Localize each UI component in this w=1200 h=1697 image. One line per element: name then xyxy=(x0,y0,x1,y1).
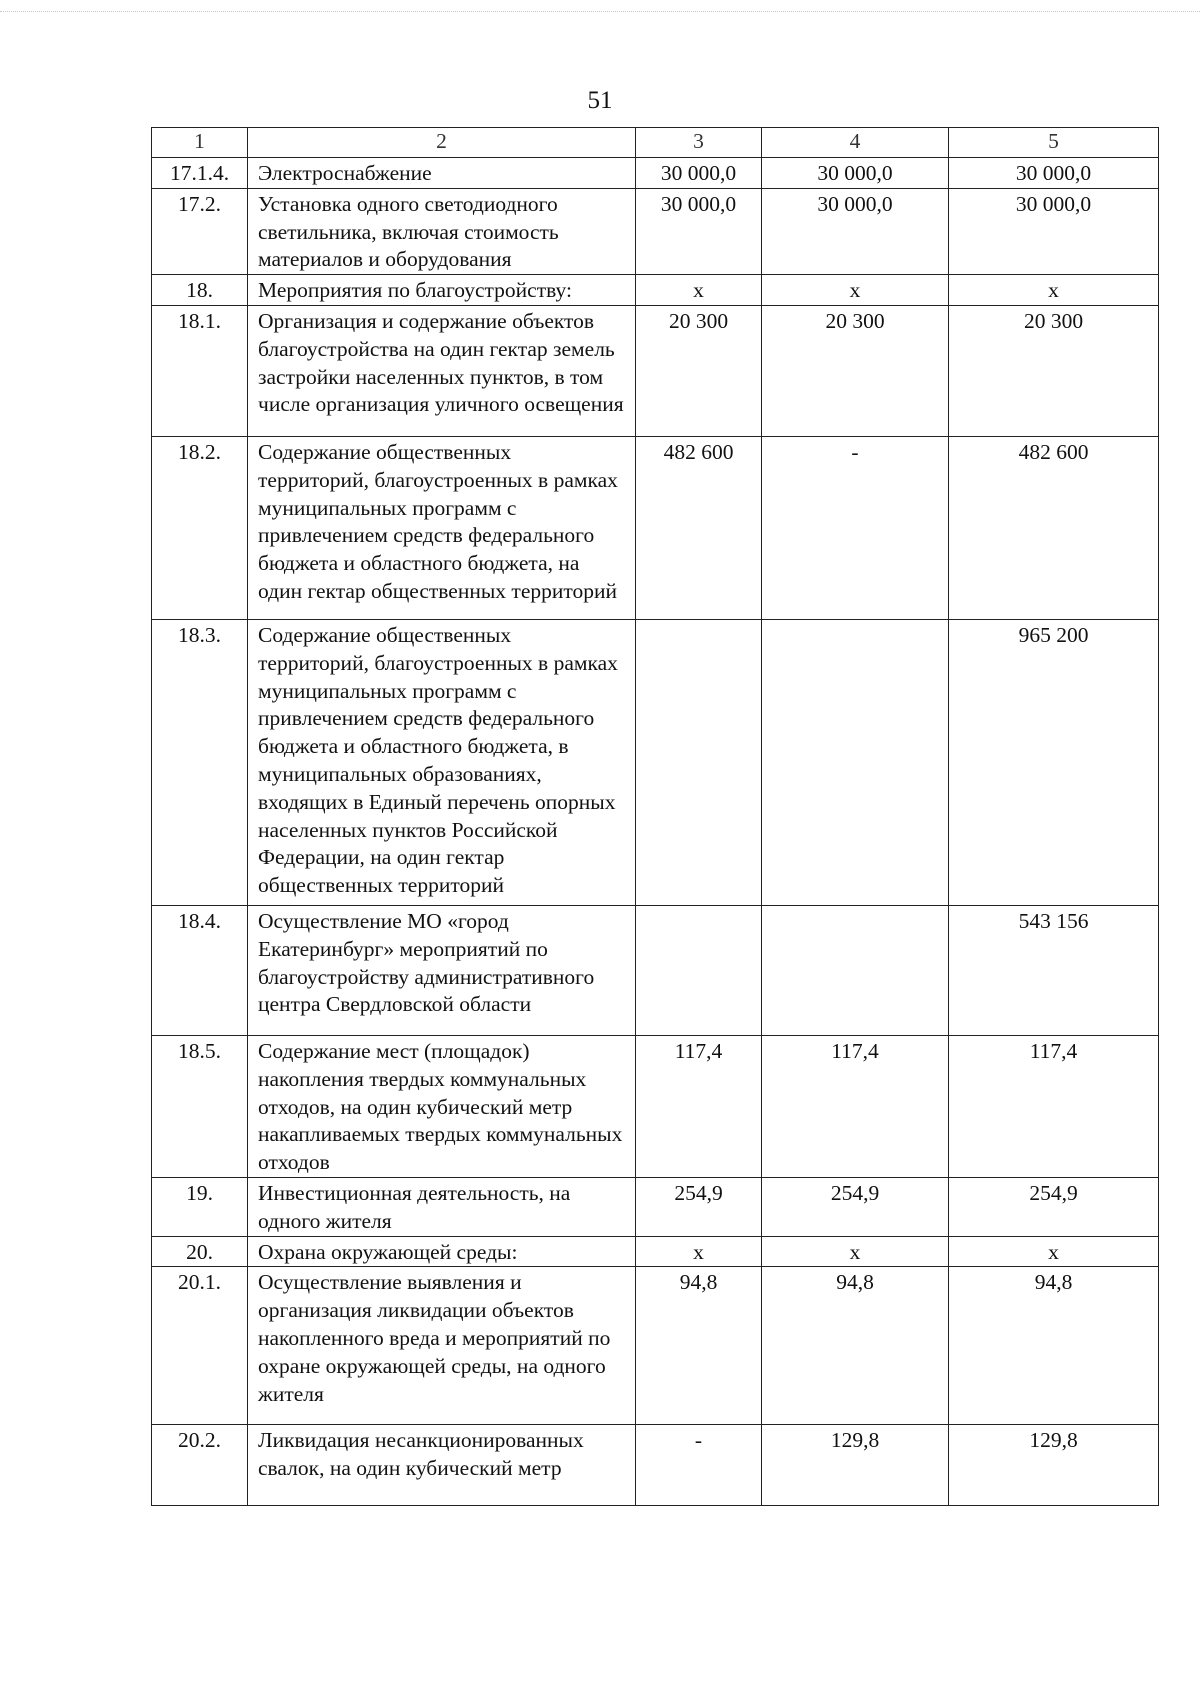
row-number: 17.1.4. xyxy=(152,158,248,189)
row-value-col4: 30 000,0 xyxy=(762,188,949,274)
table-row xyxy=(152,1236,1159,1267)
row-number: 20.2. xyxy=(152,1425,248,1506)
table-row xyxy=(152,1425,1159,1506)
row-value-col5: 129,8 xyxy=(949,1425,1159,1506)
data-table xyxy=(151,127,1159,1506)
row-value-col3 xyxy=(636,905,762,1035)
row-value-col4: 254,9 xyxy=(762,1177,949,1236)
row-name: Осуществление МО «город Екатеринбург» мероприятий по благоустройству административного центра Свердловской области xyxy=(248,905,636,1035)
row-name: Инвестиционная деятельность, на одного жителя xyxy=(248,1177,636,1236)
row-value-col4: 117,4 xyxy=(762,1035,949,1177)
row-value-col3: 30 000,0 xyxy=(636,158,762,189)
row-value-col5: 20 300 xyxy=(949,305,1159,436)
row-name: Организация и содержание объектов благоустройства на один гектар земель застройки населенных пунктов, в том числе организация уличного освещения xyxy=(248,305,636,436)
row-value-col3: - xyxy=(636,1425,762,1506)
row-value-col3: 94,8 xyxy=(636,1267,762,1425)
table-row xyxy=(152,1267,1159,1425)
row-number: 18. xyxy=(152,275,248,306)
row-name: Мероприятия по благоустройству: xyxy=(248,275,636,306)
row-number: 20. xyxy=(152,1236,248,1267)
column-header: 4 xyxy=(762,128,949,158)
row-value-col4: 129,8 xyxy=(762,1425,949,1506)
row-value-col5: 543 156 xyxy=(949,905,1159,1035)
row-value-col3 xyxy=(636,619,762,905)
table-row xyxy=(152,436,1159,619)
row-name: Содержание общественных территорий, благоустроенных в рамках муниципальных программ с привлечением средств федерального бюджета и областного бюджета, в муниципальных образованиях, входящих в Единый перечень опорных населенных пунктов Российской Федерации, на один гектар общественных территорий xyxy=(248,619,636,905)
row-name: Установка одного светодиодного светильника, включая стоимость материалов и оборудования xyxy=(248,188,636,274)
row-value-col3: 254,9 xyxy=(636,1177,762,1236)
row-value-col3: 482 600 xyxy=(636,436,762,619)
row-number: 18.4. xyxy=(152,905,248,1035)
row-value-col4: x xyxy=(762,275,949,306)
column-header: 3 xyxy=(636,128,762,158)
row-value-col3: 30 000,0 xyxy=(636,188,762,274)
table-row xyxy=(152,305,1159,436)
row-name: Содержание мест (площадок) накопления твердых коммунальных отходов, на один кубический метр накапливаемых твердых коммунальных отходов xyxy=(248,1035,636,1177)
table-row xyxy=(152,619,1159,905)
table-row xyxy=(152,275,1159,306)
row-value-col5: x xyxy=(949,275,1159,306)
table-row xyxy=(152,905,1159,1035)
row-value-col5: 254,9 xyxy=(949,1177,1159,1236)
scan-edge-line xyxy=(0,11,1200,12)
row-value-col3: 20 300 xyxy=(636,305,762,436)
column-header: 2 xyxy=(248,128,636,158)
row-value-col5: 482 600 xyxy=(949,436,1159,619)
row-value-col4 xyxy=(762,905,949,1035)
table-row xyxy=(152,1035,1159,1177)
row-number: 17.2. xyxy=(152,188,248,274)
table-row xyxy=(152,1177,1159,1236)
row-name: Ликвидация несанкционированных свалок, на один кубический метр xyxy=(248,1425,636,1506)
row-value-col5: 965 200 xyxy=(949,619,1159,905)
table-row xyxy=(152,158,1159,189)
table-row xyxy=(152,188,1159,274)
row-number: 18.3. xyxy=(152,619,248,905)
row-value-col5: 30 000,0 xyxy=(949,158,1159,189)
row-value-col5: x xyxy=(949,1236,1159,1267)
column-header: 1 xyxy=(152,128,248,158)
row-value-col4: 20 300 xyxy=(762,305,949,436)
row-value-col5: 30 000,0 xyxy=(949,188,1159,274)
row-value-col4 xyxy=(762,619,949,905)
row-value-col5: 94,8 xyxy=(949,1267,1159,1425)
row-name: Содержание общественных территорий, благоустроенных в рамках муниципальных программ с привлечением средств федерального бюджета и областного бюджета, на один гектар общественных территорий xyxy=(248,436,636,619)
row-value-col3: 117,4 xyxy=(636,1035,762,1177)
row-number: 18.2. xyxy=(152,436,248,619)
row-number: 20.1. xyxy=(152,1267,248,1425)
row-name: Электроснабжение xyxy=(248,158,636,189)
row-value-col4: x xyxy=(762,1236,949,1267)
row-value-col4: 30 000,0 xyxy=(762,158,949,189)
row-value-col5: 117,4 xyxy=(949,1035,1159,1177)
row-value-col3: x xyxy=(636,275,762,306)
row-number: 18.1. xyxy=(152,305,248,436)
row-name: Осуществление выявления и организация ликвидации объектов накопленного вреда и мероприятий по охране окружающей среды, на одного жителя xyxy=(248,1267,636,1425)
table-header-row xyxy=(152,128,1159,158)
row-name: Охрана окружающей среды: xyxy=(248,1236,636,1267)
row-number: 18.5. xyxy=(152,1035,248,1177)
row-value-col4: - xyxy=(762,436,949,619)
page-number: 51 xyxy=(587,87,613,114)
column-header: 5 xyxy=(949,128,1159,158)
row-number: 19. xyxy=(152,1177,248,1236)
row-value-col3: x xyxy=(636,1236,762,1267)
row-value-col4: 94,8 xyxy=(762,1267,949,1425)
